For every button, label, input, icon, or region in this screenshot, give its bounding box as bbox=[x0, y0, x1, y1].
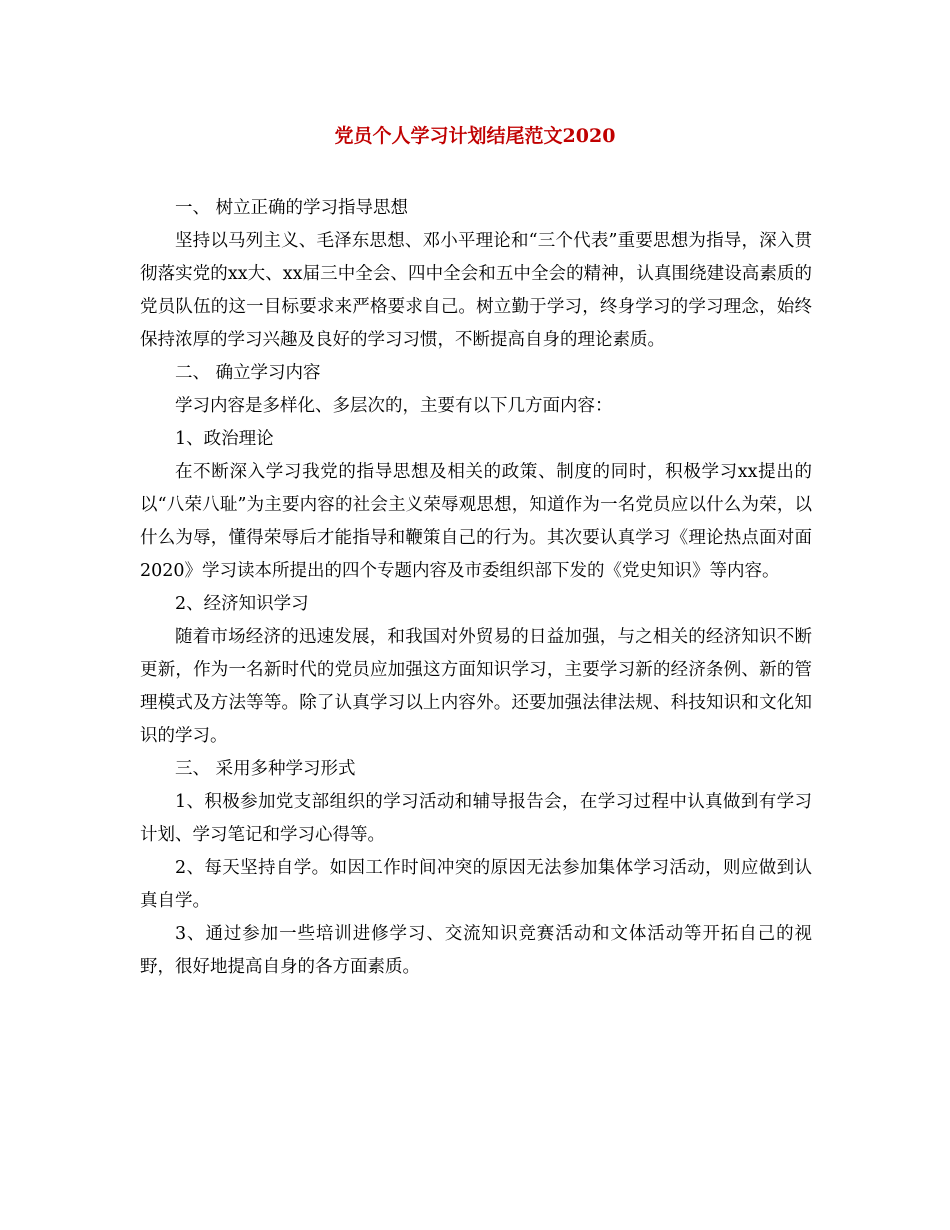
paragraph-economic-knowledge: 随着市场经济的迅速发展，和我国对外贸易的日益加强，与之相关的经济知识不断更新，作为一名新时代的党员应加强这方面知识学习，主要学习新的经济条例、新的管理模式及方法等等。除了认真学习以上内容外。还要加强法律法规、科技知识和文化知识的学习。 bbox=[140, 627, 812, 746]
paragraph-form-2: 2、每天坚持自学。如因工作时间冲突的原因无法参加集体学习活动，则应做到认真自学。 bbox=[140, 858, 812, 911]
subheading-economic-knowledge: 2、经济知识学习 bbox=[175, 594, 309, 614]
paragraph-guiding-thought: 坚持以马列主义、毛泽东思想、邓小平理论和“三个代表”重要思想为指导，深入贯彻落实党的xx大、xx届三中全会、四中全会和五中全会的精神，认真围绕建设高素质的党员队伍的这一目标要求来严格要求自己。树立勤于学习，终身学习的学习理念，始终保持浓厚的学习兴趣及良好的学习习惯，不断提高自身的理论素质。 bbox=[140, 231, 812, 350]
paragraph-content-intro: 学习内容是多样化、多层次的，主要有以下几方面内容： bbox=[175, 396, 613, 416]
section-heading-2: 二、 确立学习内容 bbox=[175, 363, 321, 383]
subheading-political-theory: 1、政治理论 bbox=[175, 429, 274, 449]
section-heading-3: 三、 采用多种学习形式 bbox=[175, 759, 356, 779]
paragraph-form-1: 1、积极参加党支部组织的学习活动和辅导报告会，在学习过程中认真做到有学习计划、学习笔记和学习心得等。 bbox=[140, 792, 812, 845]
paragraph-political-theory: 在不断深入学习我党的指导思想及相关的政策、制度的同时，积极学习xx提出的以“八荣八耻”为主要内容的社会主义荣辱观思想，知道作为一名党员应以什么为荣，以什么为辱，懂得荣辱后才能指导和鞭策自己的行为。其次要认真学习《理论热点面对面2020》学习读本所提出的四个专题内容及市委组织部下发的《党史知识》等内容。 bbox=[140, 462, 812, 581]
section-heading-1: 一、 树立正确的学习指导思想 bbox=[175, 198, 409, 218]
document-title: 党员个人学习计划结尾范文2020 bbox=[334, 125, 616, 147]
document-body bbox=[140, 192, 812, 984]
paragraph-form-3: 3、通过参加一些培训进修学习、交流知识竞赛活动和文体活动等开拓自己的视野，很好地提高自身的各方面素质。 bbox=[140, 924, 812, 977]
